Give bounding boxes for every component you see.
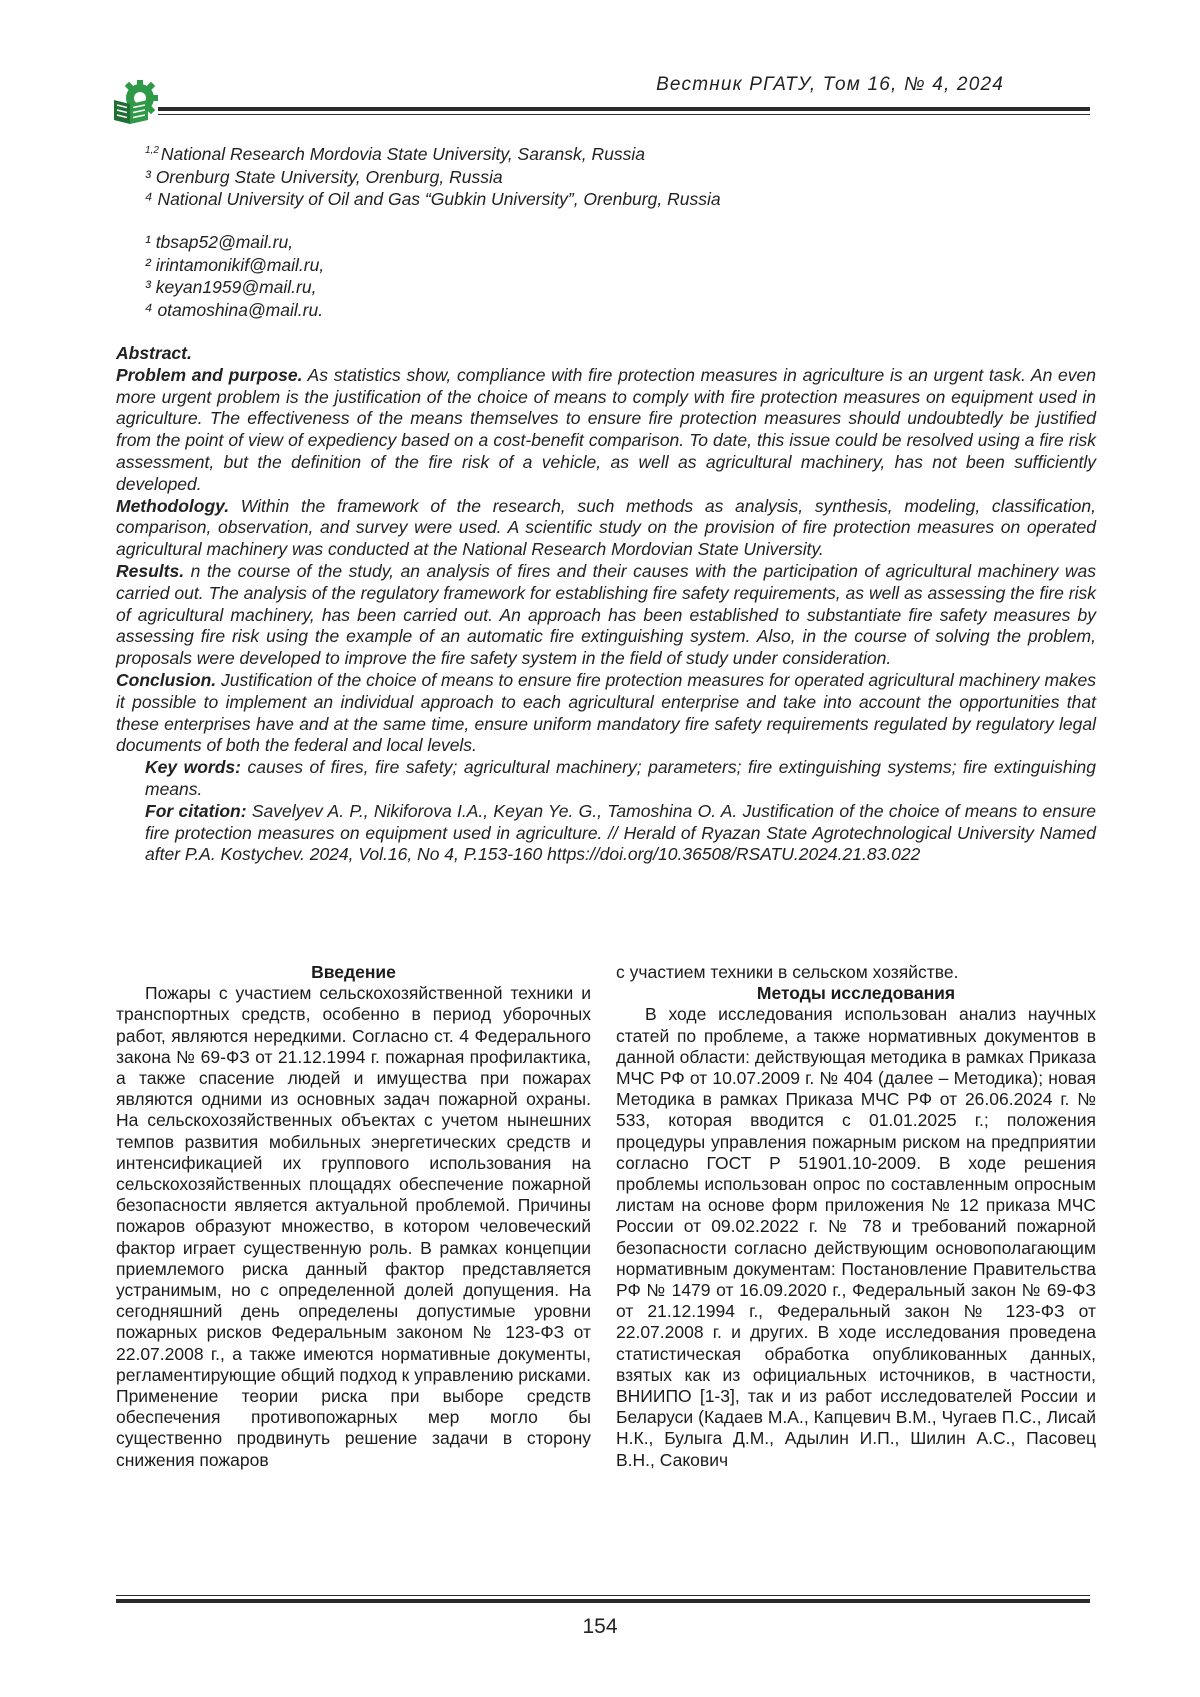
methodology-label: Methodology. xyxy=(116,495,230,516)
results-text: n the course of the study, an analysis of fires and their causes with the participation of agricultural machinery was carried out. The analysis of the regulatory framework for establishing fire safety requirements, as well as assessing the fire risk of agricultural machinery, has been carried out. An approach has been established to substantiate fire safety measures by assessing fire risk using the example of an automatic fire extinguishing system. Also, in the course of solving the problem, proposals were developed to improve the fire safety system in the field of study under consideration. xyxy=(116,560,1096,669)
results-label: Results. xyxy=(116,560,185,581)
citation-label: For citation: xyxy=(145,800,247,821)
abstract-methodology xyxy=(116,496,1096,561)
keywords-text: causes of fires, fire safety; agricultural machinery; parameters; fire extinguishing systems; fire extinguishing means. xyxy=(145,757,1096,799)
body-column-left xyxy=(116,962,591,1471)
book-gear-logo-icon xyxy=(112,78,160,126)
affiliation-text: National Research Mordovia State University, Saransk, Russia xyxy=(160,144,645,164)
methods-heading: Методы исследования xyxy=(756,983,956,1004)
emails xyxy=(145,231,324,321)
journal-title: Вестник РГАТУ, Том 16, № 4, 2024 xyxy=(656,74,1004,95)
keywords-label: Key words: xyxy=(145,757,241,778)
footer-rule xyxy=(116,1599,1090,1603)
email-1: ¹ tbsap52@mail.ru, xyxy=(145,232,294,252)
email-3: ³ keyan1959@mail.ru, xyxy=(145,277,317,297)
affiliation-3: ⁴ National University of Oil and Gas “Gubkin University”, Orenburg, Russia xyxy=(145,189,721,209)
abstract-conclusion xyxy=(116,670,1096,757)
methodology-text: Within the framework of the research, such methods as analysis, synthesis, modeling, classification, comparison, observation, and survey were used. A scientific study on the provision of fire protection measures on operated agricultural machinery was conducted at the National Research Mordovian State University. xyxy=(116,495,1096,560)
citation-text: Savelyev A. P., Nikiforova I.A., Keyan Ye. G., Tamoshina O. A. Justification of the choice of means to ensure fire protection measures on equipment used in agriculture. // Herald of Ryazan State Agrotechnological University Named after P.A. Kostychev. 2024, Vol.16, No 4, P.153-160 https://doi.org/10.36508/RSATU.2024.21.83.022 xyxy=(145,800,1096,865)
affiliation-2: ³ Orenburg State University, Orenburg, Russia xyxy=(145,166,503,187)
methods-paragraph: В ходе исследования использован анализ научных статей по проблеме, а также нормативных документов в данной области: действующая методика в рамках Приказа МЧС РФ от 10.07.2009 г. № 404 (далее – Методика); новая Методика в рамках Приказа МЧС РФ от 26.06.2024 г. № 533, которая вводится с 01.01.2025 г.; положения процедуры управления пожарным риском на предприятии согласно ГОСТ Р 51901.10-2009. В ходе решения проблемы использован опрос по составленным опросным листам на основе форм приложения № 12 приказа МЧС России от 09.02.2022 г. № 78 и требований пожарной безопасности согласно действующим основополагающим нормативным документам: Постановление Правительства РФ № 1479 от 16.09.2020 г., Федеральный закон № 69-ФЗ от 21.12.1994 г., Федеральный закон № 123-ФЗ от 22.07.2008 г. и других. В ходе исследования проведена статистическая обработка опубликованных данных, взятых как из официальных источников, в частности, ВНИИПО [1-3], так и из работ исследователей России и Беларуси (Кадаев М.А., Капцевич В.М., Чугаев П.С., Лисай Н.К., Булыга Д.М., Адылин И.П., Шилин А.С., Пасовец В.Н., Сакович xyxy=(616,1004,1096,1470)
abstract-citation xyxy=(116,801,1096,866)
conclusion-label: Conclusion. xyxy=(116,669,217,690)
intro-continuation: с участием техники в сельском хозяйстве. xyxy=(616,962,959,982)
footer-rule-thin xyxy=(116,1595,1090,1596)
body-column-right xyxy=(616,962,1096,1471)
abstract-results xyxy=(116,561,1096,670)
affiliation-mark: 1,2 xyxy=(145,145,159,156)
abstract-keywords xyxy=(116,757,1096,801)
affiliations xyxy=(145,140,1085,211)
conclusion-text: Justification of the choice of means to ensure fire protection measures for operated agricultural machinery makes it possible to implement an individual approach to each agricultural enterprise and take into account the opportunities that these enterprises have and at the same time, ensure uniform mandatory fire safety requirements regulated by regulatory legal documents of both the federal and local levels. xyxy=(116,669,1096,756)
header-rule-thin xyxy=(158,114,1090,115)
affiliation-1 xyxy=(145,140,1085,166)
problem-text: As statistics show, compliance with fire protection measures in agriculture is an urgent task. An even more urgent problem is the justification of the choice of means to comply with fire protection measures on equipment used in agriculture. The effectiveness of the means themselves to ensure fire protection measures should undoubtedly be justified from the point of view of expediency based on a cost-benefit comparison. To date, this issue could be resolved using a fire risk assessment, but the definition of the fire risk of a vehicle, as well as agricultural machinery, has not been sufficiently developed. xyxy=(116,364,1097,494)
intro-heading: Введение xyxy=(311,962,396,982)
header-rule xyxy=(158,107,1090,111)
page-number: 154 xyxy=(582,1615,618,1638)
email-4: ⁴ otamoshina@mail.ru. xyxy=(145,299,324,320)
abstract-problem xyxy=(116,365,1096,496)
intro-paragraph: Пожары с участием сельскохозяйственной техники и транспортных средств, особенно в период уборочных работ, являются нередкими. Согласно ст. 4 Федерального закона № 69-ФЗ от 21.12.1994 г. пожарная профилактика, а также спасение людей и имущества при пожарах являются одними из основных задач пожарной охраны. На сельскохозяйственных объектах с учетом нынешних темпов развития мобильных энергетических средств и интенсификацией их группового использования на сельскохозяйственных площадях обеспечение пожарной безопасности является актуальной проблемой. Причины пожаров образуют множество, в котором человеческий фактор играет существенную роль. В рамках концепции приемлемого риска данный фактор представляется устранимым, но с определенной долей допущения. На сегодняшний день определены допустимые уровни пожарных рисков Федеральным законом № 123-ФЗ от 22.07.2008 г., а также имеются нормативные документы, регламентирующие общий подход к управлению рисками. Применение теории риска при выборе средств обеспечения противопожарных мер могло бы существенно продвинуть решение задачи в сторону снижения пожаров xyxy=(116,983,591,1470)
email-2: ² irintamonikif@mail.ru, xyxy=(145,254,325,275)
abstract xyxy=(116,343,1096,866)
abstract-heading: Abstract. xyxy=(116,343,192,363)
problem-label: Problem and purpose. xyxy=(116,364,303,385)
